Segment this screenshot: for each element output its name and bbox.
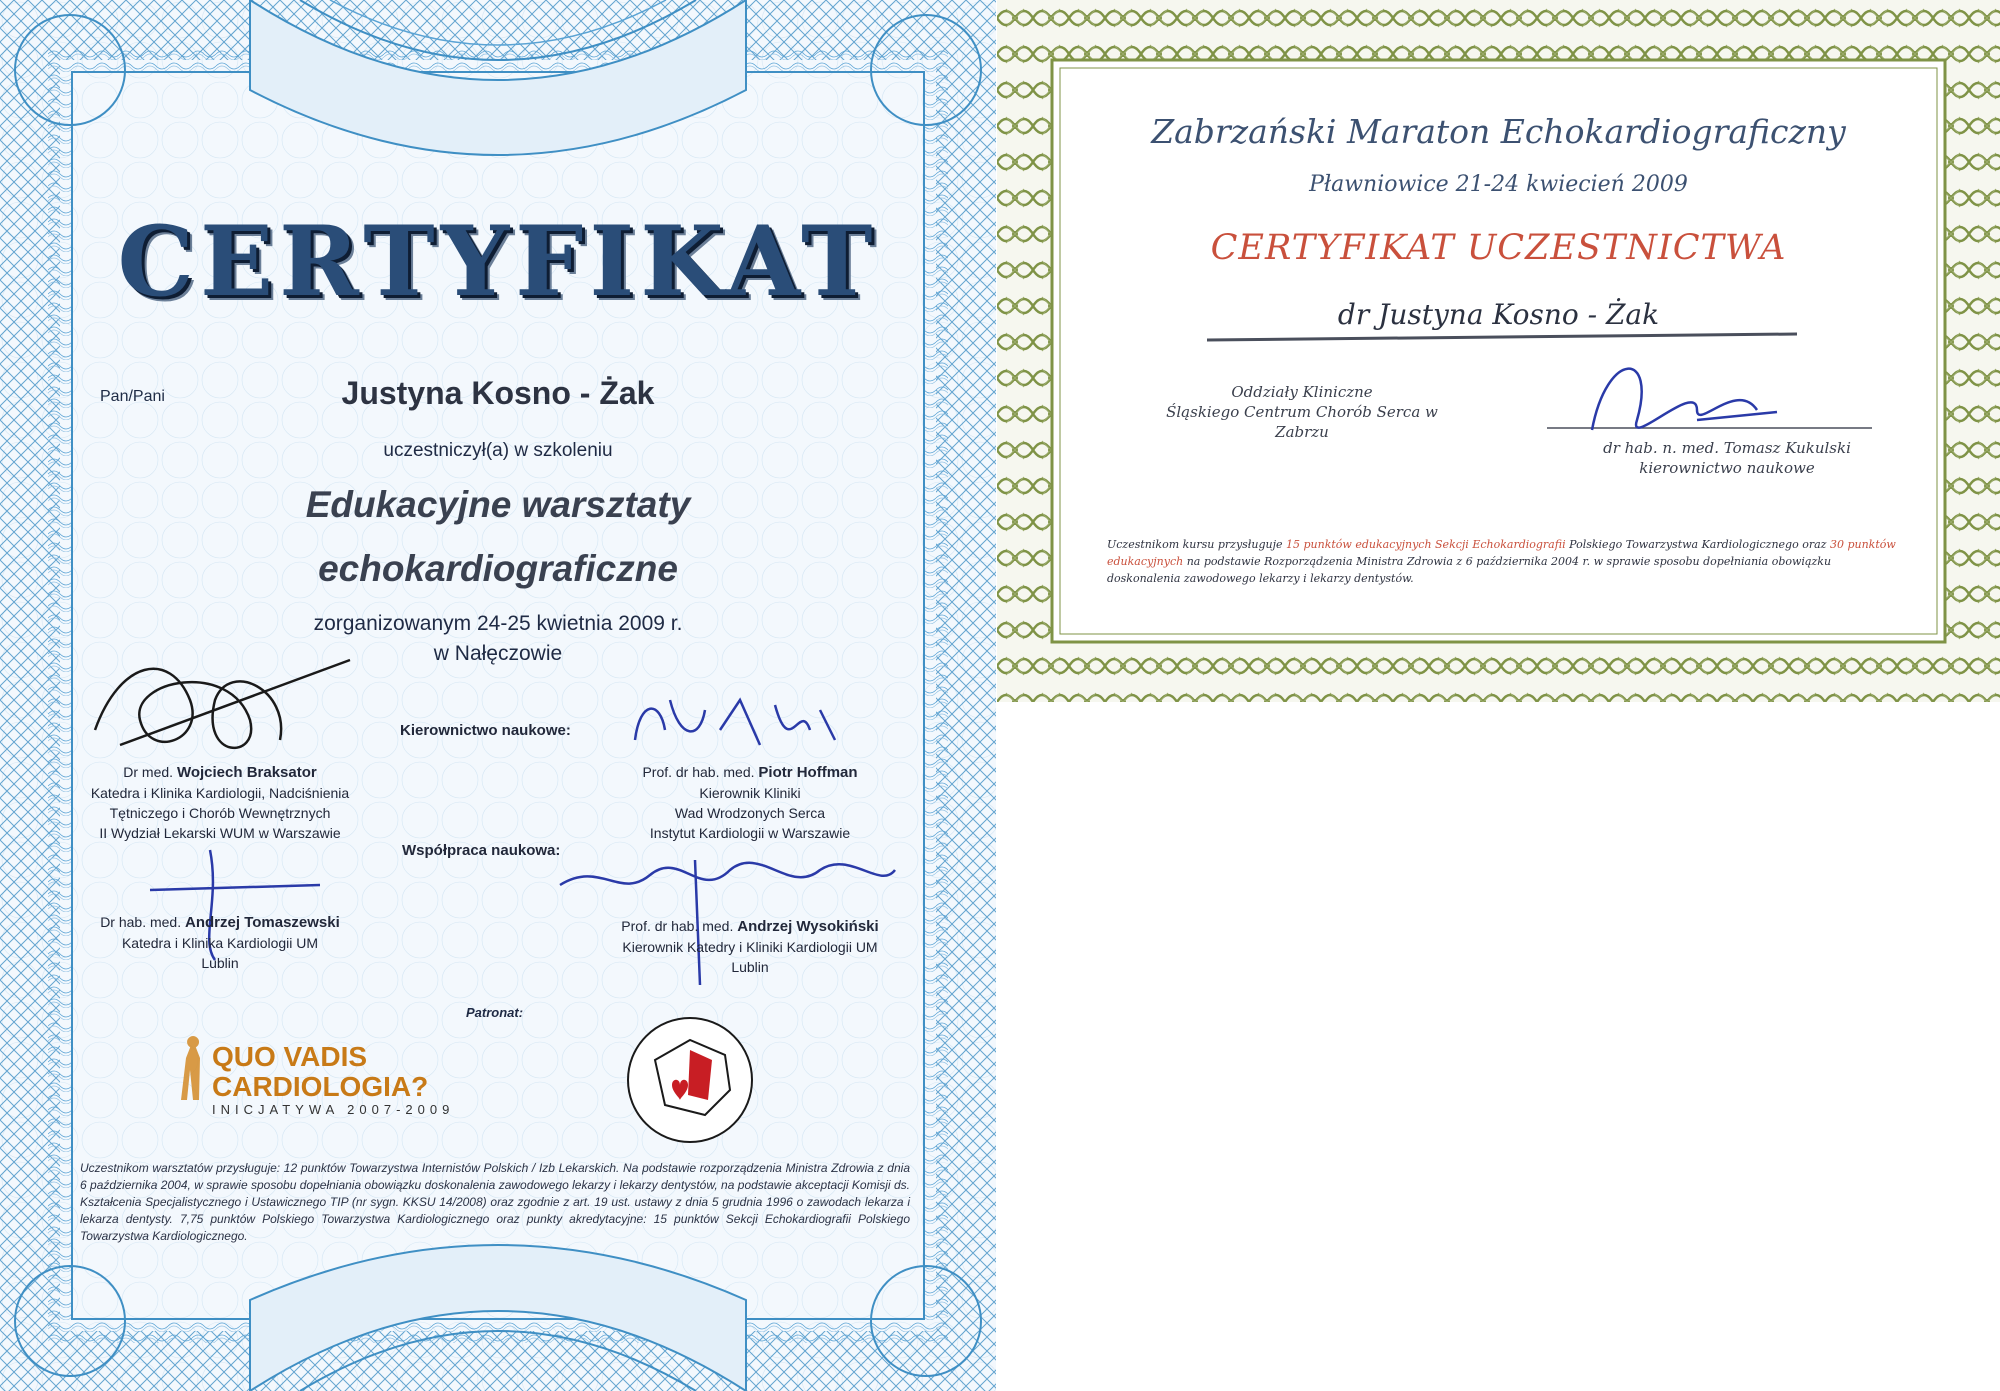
patronage-heading: Patronat: [466, 1005, 524, 1020]
participated-text: uczestniczył(a) w szkoleniu [383, 440, 613, 461]
course-place: w Nałęczowie [433, 642, 563, 665]
certificate-education-workshops [0, 0, 996, 1391]
signatory-wysokinski: Prof. dr hab. med. Andrzej Wysokiński Kierownik Katedry i Kliniki Kardiologii UM Lublin [621, 918, 879, 975]
ornamental-border [997, 0, 2000, 702]
participant-name: dr Justyna Kosno - Żak [1337, 298, 1660, 331]
footer-note: Uczestnikom kursu przysługuje 15 punktów edukacyjnych Sekcji Echokardiografii Polskiego Towarzystwa Kardiologicznego oraz 30 punktów edukacyjnych na podstawie Rozporządzenia Ministra Zdrowia z 6 października 2004 r. w sprawie sposobu dopełniania obowiązku doskonalenia zawodowego lekarzy i lekarzy dentystów. [1107, 538, 1896, 585]
ptk-badge [628, 1018, 752, 1142]
certificate-title: CERTYFIKAT UCZESTNICTWA [1210, 228, 1787, 268]
participant-name: Justyna Kosno - Żak [341, 375, 655, 411]
certificate-participation [997, 0, 2000, 702]
signatory-braksator: Dr med. Wojciech Braksator Katedra i Klinika Kardiologii, Nadciśnienia Tętniczego i Chorób Wewnętrznych II Wydział Lekarski WUM w Warszawie [90, 764, 350, 841]
signatory-tomaszewski: Dr hab. med. Andrzej Tomaszewski Katedra i Klinika Kardiologii UM Lublin [100, 914, 340, 971]
pan-pani-label: Pan/Pani [100, 388, 165, 405]
certificate-title: CERTYFIKAT [117, 205, 879, 318]
scientific-direction-heading: Kierownictwo naukowe: [400, 722, 571, 739]
course-date: zorganizowanym 24-25 kwietnia 2009 r. [313, 612, 683, 635]
event-place-date: Pławniowice 21-24 kwiecień 2009 [1309, 172, 1688, 197]
course-title-line1: Edukacyjne warsztaty [305, 484, 691, 525]
course-title-line2: echokardiograficzne [318, 548, 678, 589]
signatory-hoffman: Prof. dr hab. med. Piotr Hoffman Kierownik Kliniki Wad Wrodzonych Serca Instytut Kardiologii w Warszawie [642, 764, 858, 841]
director-block: dr hab. n. med. Tomasz Kukulski kierownictwo naukowe [1603, 439, 1851, 477]
scientific-cooperation-heading: Współpraca naukowa: [402, 842, 561, 859]
event-title: Zabrzański Maraton Echokardiograficzny [1151, 112, 1846, 151]
quo-vadis-logo: QUO VADIS CARDIOLOGIA? INICJATYWA 2007-2009 [212, 1041, 455, 1117]
organizer-block: Oddziały Kliniczne Śląskiego Centrum Chorób Serca w Zabrzu [1166, 383, 1438, 441]
footer-note: Uczestnikom warsztatów przysługuje: 12 punktów Towarzystwa Internistów Polskich / Izb Lekarskich. Na podstawie rozporządzenia Ministra Zdrowia z dnia 6 października 2004, w sprawie sposobu dopełniania obowiązku doskonalenia zawodowego lekarzy i lekarzy dentystów, na podstawie akceptacji Komisji ds. Kształcenia Specjalistycznego i Ustawicznego TIP (nr sygn. KKSU 14/2008) oraz zgodnie z art. 19 ust. ustawy z dnia 5 grudnia 1996 o zawodach lekarza i lekarza dentysty. 7,75 punktów Polskiego Towarzystwa Kardiologicznego oraz punkty akredytacyjne: 15 punktów Sekcji Echokardiografii Polskiego Towarzystwa Kardiologicznego. [80, 1161, 910, 1243]
